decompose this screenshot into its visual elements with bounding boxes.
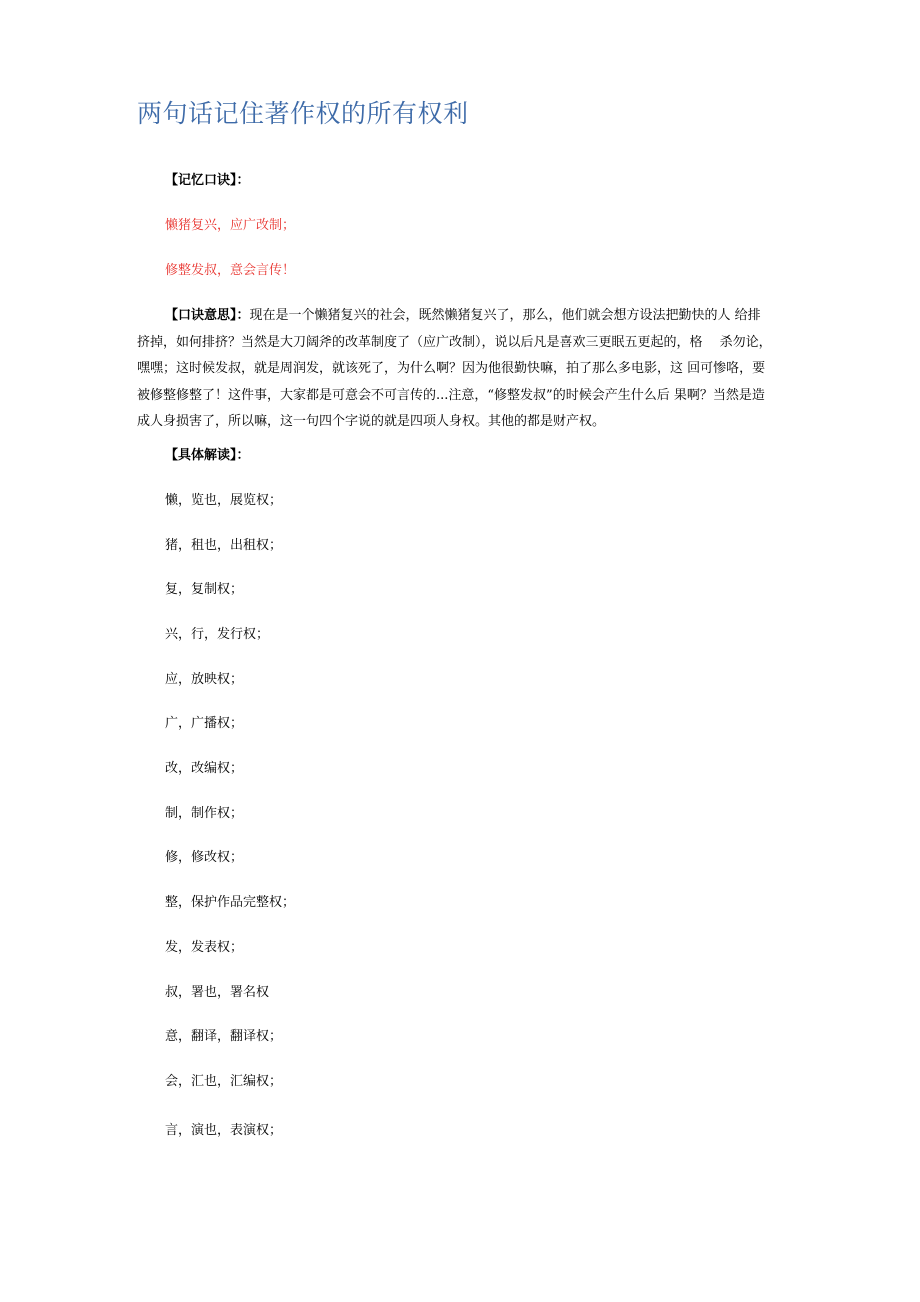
detail-item: 叔，署也，署名权 [165,985,270,1000]
meaning-line: 【口诀意思】：现在是一个懒猪复兴的社会，既然懒猪复兴了，那么，他们就会想方设法把勤快的人 给排 [165,308,761,323]
mnemonic-line: 懒猪复兴，应广改制； [165,218,296,233]
detail-item: 兴，行，发行权； [165,627,270,642]
detail-item: 意，翻译，翻译权； [165,1029,283,1044]
detail-item: 复，复制权； [165,582,244,597]
meaning-paragraph [137,303,787,436]
mnemonic-line: 修整发叔，意会言传！ [165,263,296,278]
detail-item: 懒，览也，展览权； [165,493,283,508]
meaning-line: 挤掉，如何排挤？当然是大刀阔斧的改革制度了（应广改制），说以后凡是喜欢三更眠五更起的，格 杀勿论， [137,334,772,350]
detail-item: 会，汇也，汇编权； [165,1074,283,1089]
detail-item: 改，改编权； [165,761,244,776]
detail-item: 言，演也，表演权； [165,1123,283,1138]
detail-item: 应，放映权； [165,672,244,687]
detail-header: 【具体解读】： [165,448,250,463]
meaning-line: 成人身损害了，所以嘛，这一句四个字说的就是四项人身权。其他的都是财产权。 [137,414,606,429]
detail-item: 广，广播权； [165,716,244,731]
detail-item: 整，保护作品完整权； [165,895,296,910]
meaning-label: 【口诀意思】： [165,308,250,323]
detail-item: 发，发表权； [165,940,244,955]
meaning-line: 嘿嘿；这时候发叔，就是周润发，就该死了，为什么啊？因为他很勤快嘛，拍了那么多电影，这 回可惨咯，要 [137,361,766,376]
memory-header: 【记忆口诀】： [165,173,250,188]
meaning-line: 被修整修整了！这件事，大家都是可意会不可言传的...注意，“修整发叔”的时候会产生什么后 果啊？当然是造 [137,387,765,403]
detail-item: 猪，租也，出租权； [165,538,283,553]
detail-item: 修，修改权； [165,850,244,865]
detail-item: 制，制作权； [165,806,244,821]
page-title: 两句话记住著作权的所有权利 [137,99,469,128]
